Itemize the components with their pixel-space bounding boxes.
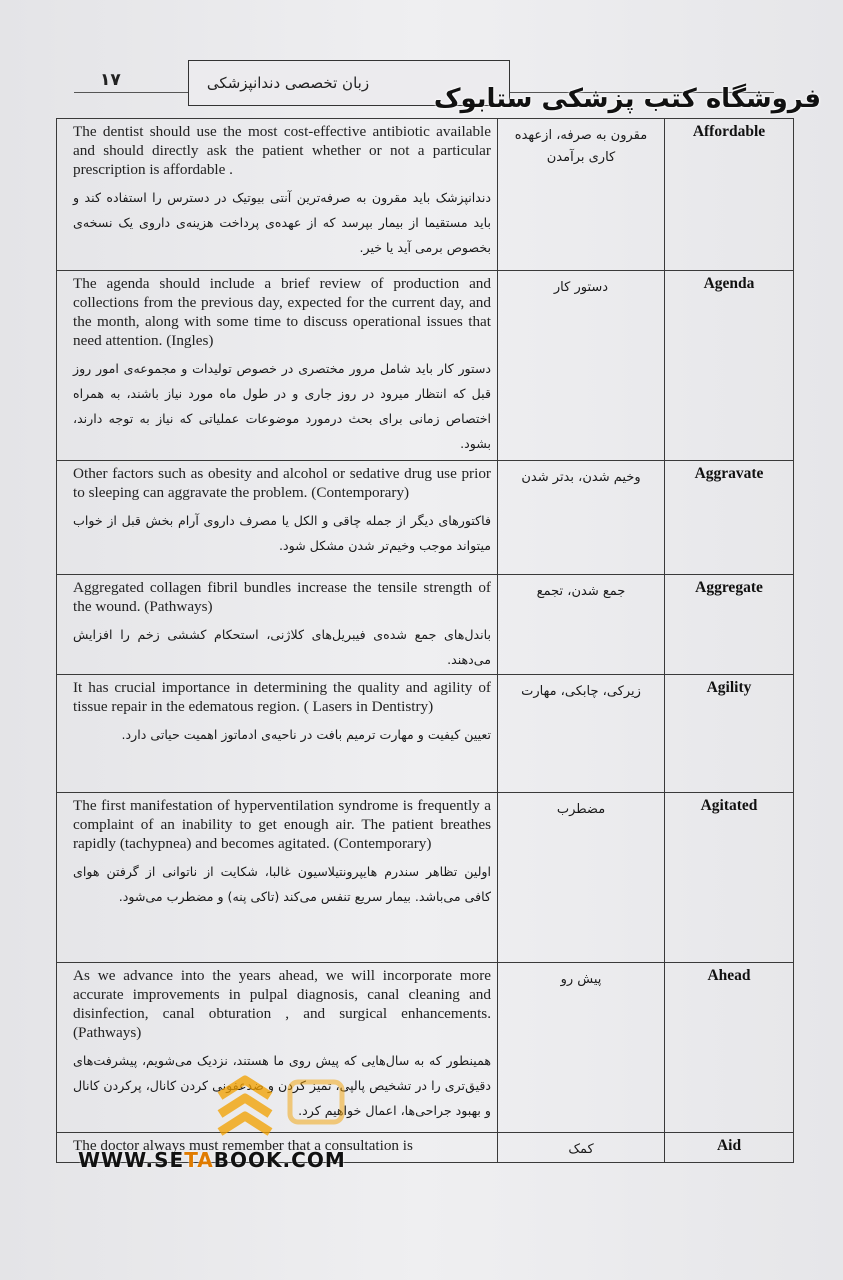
example-cell <box>57 271 498 461</box>
term-text: Agenda <box>703 275 755 292</box>
example-cell <box>57 675 498 793</box>
term-text: Ahead <box>707 967 751 984</box>
table-row <box>57 675 794 793</box>
term-text: Aggregate <box>695 579 763 596</box>
example-cell <box>57 575 498 675</box>
meaning-cell <box>498 675 665 793</box>
term-cell <box>665 271 794 461</box>
example-cell <box>57 461 498 575</box>
meaning-text: وخیم شدن، بدتر شدن <box>521 470 641 485</box>
vocabulary-table <box>56 118 794 1163</box>
term-text: Aggravate <box>694 465 764 482</box>
meaning-text: مقرون به صرفه، ازعهده کاری برآمدن <box>514 128 648 165</box>
table-row <box>57 119 794 271</box>
example-persian: اولین تظاهر سندرم هایپرونتیلاسیون غالبا، شکایت از ناتوانی از گرفتن هوای کافی می‌باشد. بیمار سریع تنفس می‌کند (تاکی پنه) و مضطرب می‌شود. <box>73 864 491 904</box>
url-part-1: WWW.SE <box>78 1148 185 1172</box>
meaning-cell <box>498 271 665 461</box>
example-english: As we advance into the years ahead, we will incorporate more accurate improvements in pulpal diagnosis, canal cleaning and disinfection, canal obturation , and surgical enhancements. (Pathways) <box>73 967 491 1041</box>
example-persian: دستور کار باید شامل مرور مختصری در خصوص تولیدات و مجموعه‌ی امور روز قبل که انتظار میرود در روز جاری و در طول ماه مورد نیاز باشند، به همراه اختصاص زمانی برای بحث درمورد موضوعات عملیاتی که نیاز به توجه دارند، بشود. <box>73 361 491 451</box>
term-text: Agility <box>706 679 752 696</box>
store-watermark: فروشگاه کتب پزشکی ستابوک <box>433 84 821 114</box>
term-cell <box>665 461 794 575</box>
website-url <box>78 1148 346 1172</box>
page-number: ۱۷ <box>100 70 121 90</box>
url-part-2: TA <box>184 1148 214 1172</box>
meaning-cell <box>498 119 665 271</box>
table-row <box>57 575 794 675</box>
term-cell <box>665 963 794 1133</box>
meaning-cell <box>498 963 665 1133</box>
term-text: Affordable <box>692 123 766 140</box>
term-cell <box>665 675 794 793</box>
setabook-logo-icon <box>200 1068 360 1138</box>
example-english: The dentist should use the most cost-effective antibiotic available and should directly ask the patient whether or not a particular prescription is affordable . <box>73 123 491 178</box>
example-persian: باندل‌های جمع شده‌ی فیبریل‌های کلاژنی، استحکام کششی زخم را افزایش می‌دهند. <box>73 627 491 667</box>
table-row <box>57 793 794 963</box>
running-header-title: زبان تخصصی دندانپزشکی <box>206 74 370 92</box>
example-english: The doctor always must remember that a consultation is <box>73 1137 413 1154</box>
meaning-cell <box>498 461 665 575</box>
meaning-text: جمع شدن، تجمع <box>536 584 626 599</box>
example-persian: تعیین کیفیت و مهارت ترمیم بافت در ناحیه‌ی ادماتوز اهمیت حیاتی دارد. <box>121 727 491 742</box>
meaning-text: مضطرب <box>556 802 606 817</box>
example-persian: دندانپزشک باید مقرون به صرفه‌ترین آنتی بیوتیک در دسترس را استفاده کند و باید مستقیما از بیمار بپرسد که از عهده‌ی پرداخت هزینه‌ی داروی یک نسخه‌ی بخصوص برمی آید یا خیر. <box>73 190 491 255</box>
term-text: Aid <box>716 1137 742 1154</box>
example-english: The first manifestation of hyperventilation syndrome is frequently a complaint of an inability to get enough air. The patient breathes rapidly (tachypnea) and becomes agitated. (Contemporary) <box>73 797 491 852</box>
meaning-cell <box>498 1133 665 1163</box>
meaning-cell <box>498 793 665 963</box>
example-persian: فاکتورهای دیگر از جمله چاقی و الکل یا مصرف داروی آرام بخش قبل از خواب میتواند موجب وخیم‌تر شدن مشکل شود. <box>73 513 491 553</box>
term-cell <box>665 119 794 271</box>
example-english: The agenda should include a brief review of production and collections from the previous day, expected for the current day, and the month, along with some time to discuss operational issues that need attention. (Ingles) <box>73 275 491 349</box>
meaning-text: پیش رو <box>560 972 602 987</box>
term-cell <box>665 575 794 675</box>
url-part-3: BOOK.COM <box>213 1148 346 1172</box>
table-row <box>57 461 794 575</box>
example-english: Aggregated collagen fibril bundles increase the tensile strength of the wound. (Pathways) <box>73 579 491 615</box>
example-cell <box>57 119 498 271</box>
term-text: Agitated <box>700 797 758 814</box>
term-cell <box>665 1133 794 1163</box>
meaning-text: زیرکی، چابکی، مهارت <box>521 684 641 699</box>
meaning-text: کمک <box>568 1142 594 1157</box>
example-english: Other factors such as obesity and alcohol or sedative drug use prior to sleeping can aggravate the problem. (Contemporary) <box>73 465 491 501</box>
table-row <box>57 271 794 461</box>
example-persian: همینطور که به سال‌هایی که پیش روی ما هستند، نزدیک می‌شویم، پیشرفت‌های دقیق‌تری را در تشخیص پالپی، تمیز کردن و ضدعفونی کردن کانال، پرکردن کانال و بهبود جراحی‌ها، اعمال خواهیم کرد. <box>73 1053 491 1118</box>
example-cell <box>57 793 498 963</box>
term-cell <box>665 793 794 963</box>
meaning-text: دستور کار <box>553 280 609 295</box>
example-english: It has crucial importance in determining the quality and agility of tissue repair in the edematous region. ( Lasers in Dentistry) <box>73 679 491 715</box>
table-row <box>57 963 794 1133</box>
meaning-cell <box>498 575 665 675</box>
